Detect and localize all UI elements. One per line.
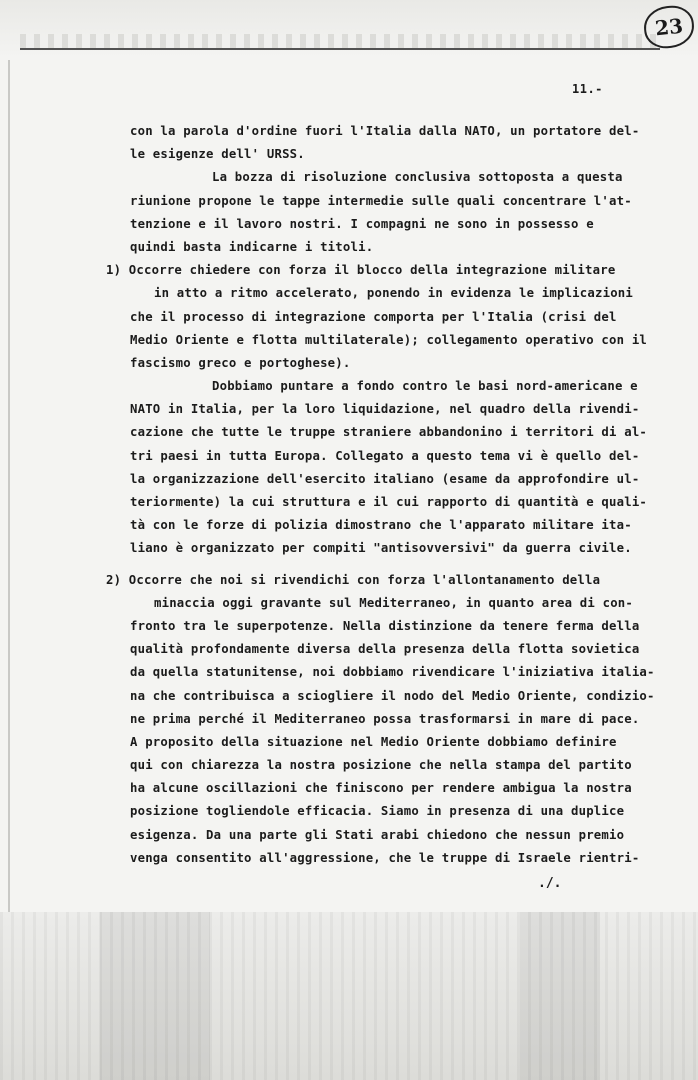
- text-line: in atto a ritmo accelerato, ponendo in evidenza le implicazioni: [154, 286, 634, 301]
- text-line: Dobbiamo puntare a fondo contro le basi nord-americane e: [212, 379, 638, 394]
- point-1-line: 1) Occorre chiedere con forza il blocco della integrazione militare: [106, 263, 616, 278]
- text-line: La bozza di risoluzione conclusiva sottoposta a questa: [212, 170, 623, 185]
- text-line: na che contribuisca a sciogliere il nodo del Medio Oriente, condizio-: [130, 688, 655, 703]
- text-line: quindi basta indicarne i titoli.: [130, 239, 374, 254]
- text-line: riunione propone le tappe intermedie sulle quali concentrare l'at-: [130, 193, 632, 208]
- text-line: la organizzazione dell'esercito italiano (esame da approfondire ul-: [130, 471, 640, 486]
- text-line: posizione togliendole efficacia. Siamo in presenza di una duplice: [130, 804, 625, 819]
- binding-strip: [20, 34, 660, 50]
- text-line: ha alcune oscillazioni che finiscono per rendere ambigua la nostra: [130, 781, 632, 796]
- text-line: cazione che tutte le truppe straniere abbandonino i territori di al-: [130, 425, 648, 440]
- document-body: [106, 120, 670, 870]
- text-line: fascismo greco e portoghese).: [130, 355, 351, 370]
- text-line: venga consentito all'aggressione, che le truppe di Israele rientri-: [130, 850, 640, 865]
- text-line: fronto tra le superpotenze. Nella distinzione da tenere ferma della: [130, 618, 640, 633]
- continuation-mark: ./.: [538, 876, 562, 891]
- text-line: esigenza. Da una parte gli Stati arabi chiedono che nessun premio: [130, 827, 625, 842]
- text-line: teriormente) la cui struttura e il cui rapporto di quantità e quali-: [130, 495, 648, 509]
- text-line: con la parola d'ordine fuori l'Italia dalla NATO, un portatore del-: [130, 124, 640, 138]
- text-line: tà con le forze di polizia dimostrano che l'apparato militare ita-: [130, 518, 632, 533]
- text-line: liano è organizzato per compiti "antisovversivi" da guerra civile.: [130, 541, 632, 556]
- page-left-edge: [8, 60, 10, 920]
- text-line: A proposito della situazione nel Medio Oriente dobbiamo definire: [130, 734, 617, 749]
- point-2-line: 2) Occorre che noi si rivendichi con forza l'allontanamento della: [106, 572, 601, 587]
- text-line: Medio Oriente e flotta multilaterale); collegamento operativo con il: [130, 332, 648, 347]
- scan-shadow-band: [100, 912, 210, 1080]
- text-line: tri paesi in tutta Europa. Collegato a questo tema vi è quello del-: [130, 448, 640, 463]
- stamp-number: 23: [653, 13, 685, 41]
- text-line: da quella statunitense, noi dobbiamo rivendicare l'iniziativa italia-: [130, 665, 655, 680]
- text-line: che il processo di integrazione comporta per l'Italia (crisi del: [130, 309, 617, 324]
- text-line: ne prima perché il Mediterraneo possa trasformarsi in mare di pace.: [130, 711, 640, 726]
- text-line: le esigenze dell' URSS.: [130, 147, 305, 162]
- scan-shadow-band: [520, 912, 600, 1080]
- text-line: minaccia oggi gravante sul Mediterraneo, in quanto area di con-: [154, 595, 634, 610]
- page-number: 11.-: [572, 82, 603, 96]
- text-line: NATO in Italia, per la loro liquidazione, nel quadro della rivendi-: [130, 402, 640, 417]
- text-line: qualità profondamente diversa della presenza della flotta sovietica: [130, 642, 640, 657]
- text-line: tenzione e il lavoro nostri. I compagni ne sono in possesso e: [130, 216, 594, 231]
- text-line: qui con chiarezza la nostra posizione che nella stampa del partito: [130, 758, 632, 773]
